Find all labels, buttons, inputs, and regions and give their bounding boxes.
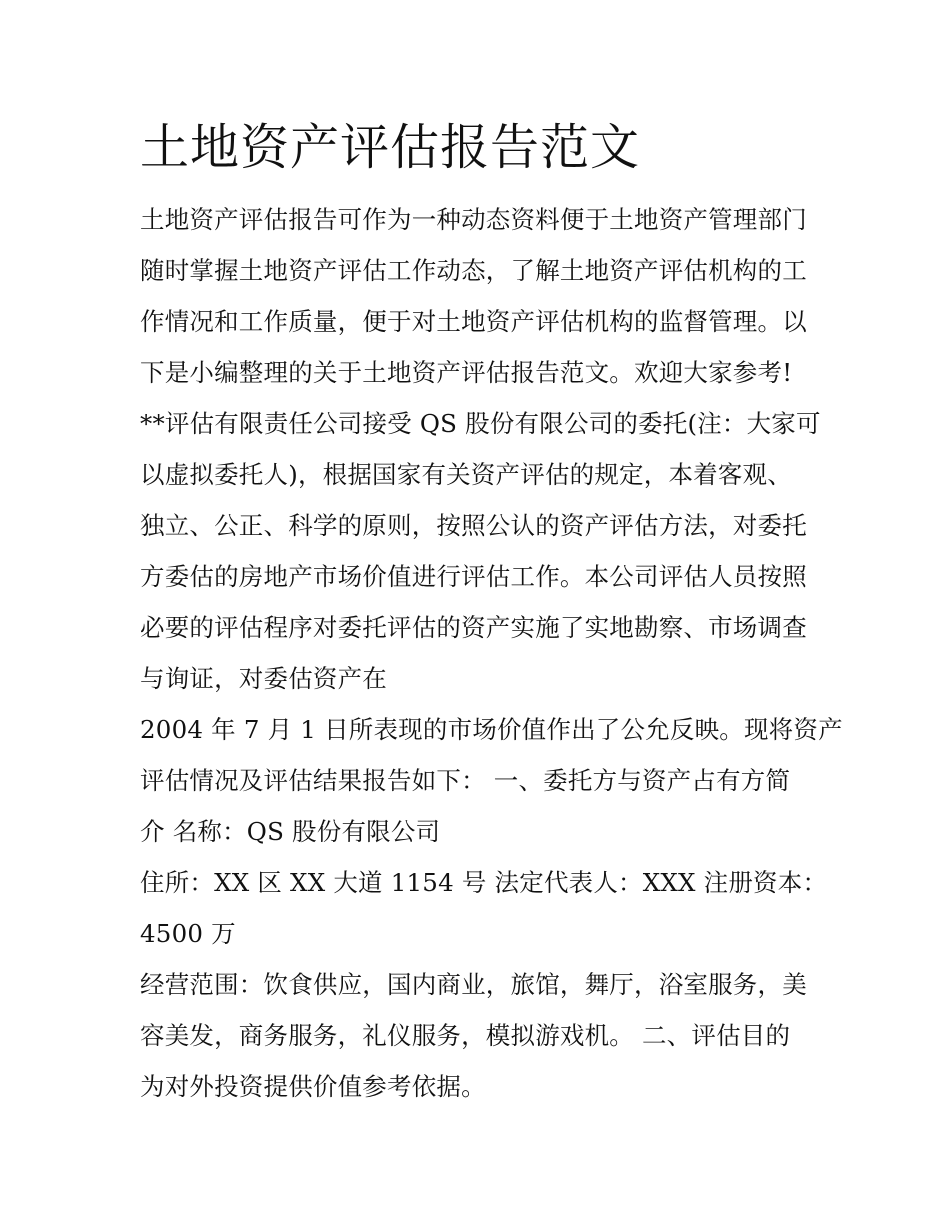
- body-line-8: 方委估的房地产市场价值进行评估工作。本公司评估人员按照: [140, 562, 807, 591]
- body-line-12: 评估情况及评估结果报告如下： 一、委托方与资产占有方简: [140, 766, 791, 795]
- body-line-16: 经营范围：饮食供应，国内商业，旅馆，舞厅，浴室服务，美: [140, 970, 807, 999]
- body-line-18: 为对外投资提供价值参考依据。: [140, 1072, 486, 1101]
- body-line-9: 必要的评估程序对委托评估的资产实施了实地勘察、市场调查: [140, 613, 807, 642]
- body-line-1: 土地资产评估报告可作为一种动态资料便于土地资产管理部门: [140, 205, 807, 234]
- body-line-5: **评估有限责任公司接受 QS 股份有限公司的委托(注：大家可: [140, 409, 821, 438]
- body-line-7: 独立、公正、科学的原则，按照公认的资产评估方法，对委托: [140, 511, 807, 540]
- document-title: 土地资产评估报告范文: [140, 119, 641, 176]
- body-line-4: 下是小编整理的关于土地资产评估报告范文。欢迎大家参考!: [140, 358, 793, 387]
- body-line-10: 与询证，对委估资产在: [140, 664, 387, 693]
- body-line-6: 以虚拟委托人)，根据国家有关资产评估的规定，本着客观、: [140, 460, 792, 489]
- body-line-2: 随时掌握土地资产评估工作动态，了解土地资产评估机构的工: [140, 256, 807, 285]
- body-line-15: 4500 万: [140, 919, 236, 948]
- body-line-14: 住所：XX 区 XX 大道 1154 号 法定代表人：XXX 注册资本：: [140, 868, 828, 897]
- body-line-3: 作情况和工作质量，便于对土地资产评估机构的监督管理。以: [140, 307, 807, 336]
- body-line-17: 容美发，商务服务，礼仪服务，模拟游戏机。 二、评估目的: [140, 1021, 791, 1050]
- body-line-11: 2004 年 7 月 1 日所表现的市场价值作出了公允反映。现将资产: [140, 715, 843, 744]
- body-line-13: 介 名称：QS 股份有限公司: [140, 817, 441, 846]
